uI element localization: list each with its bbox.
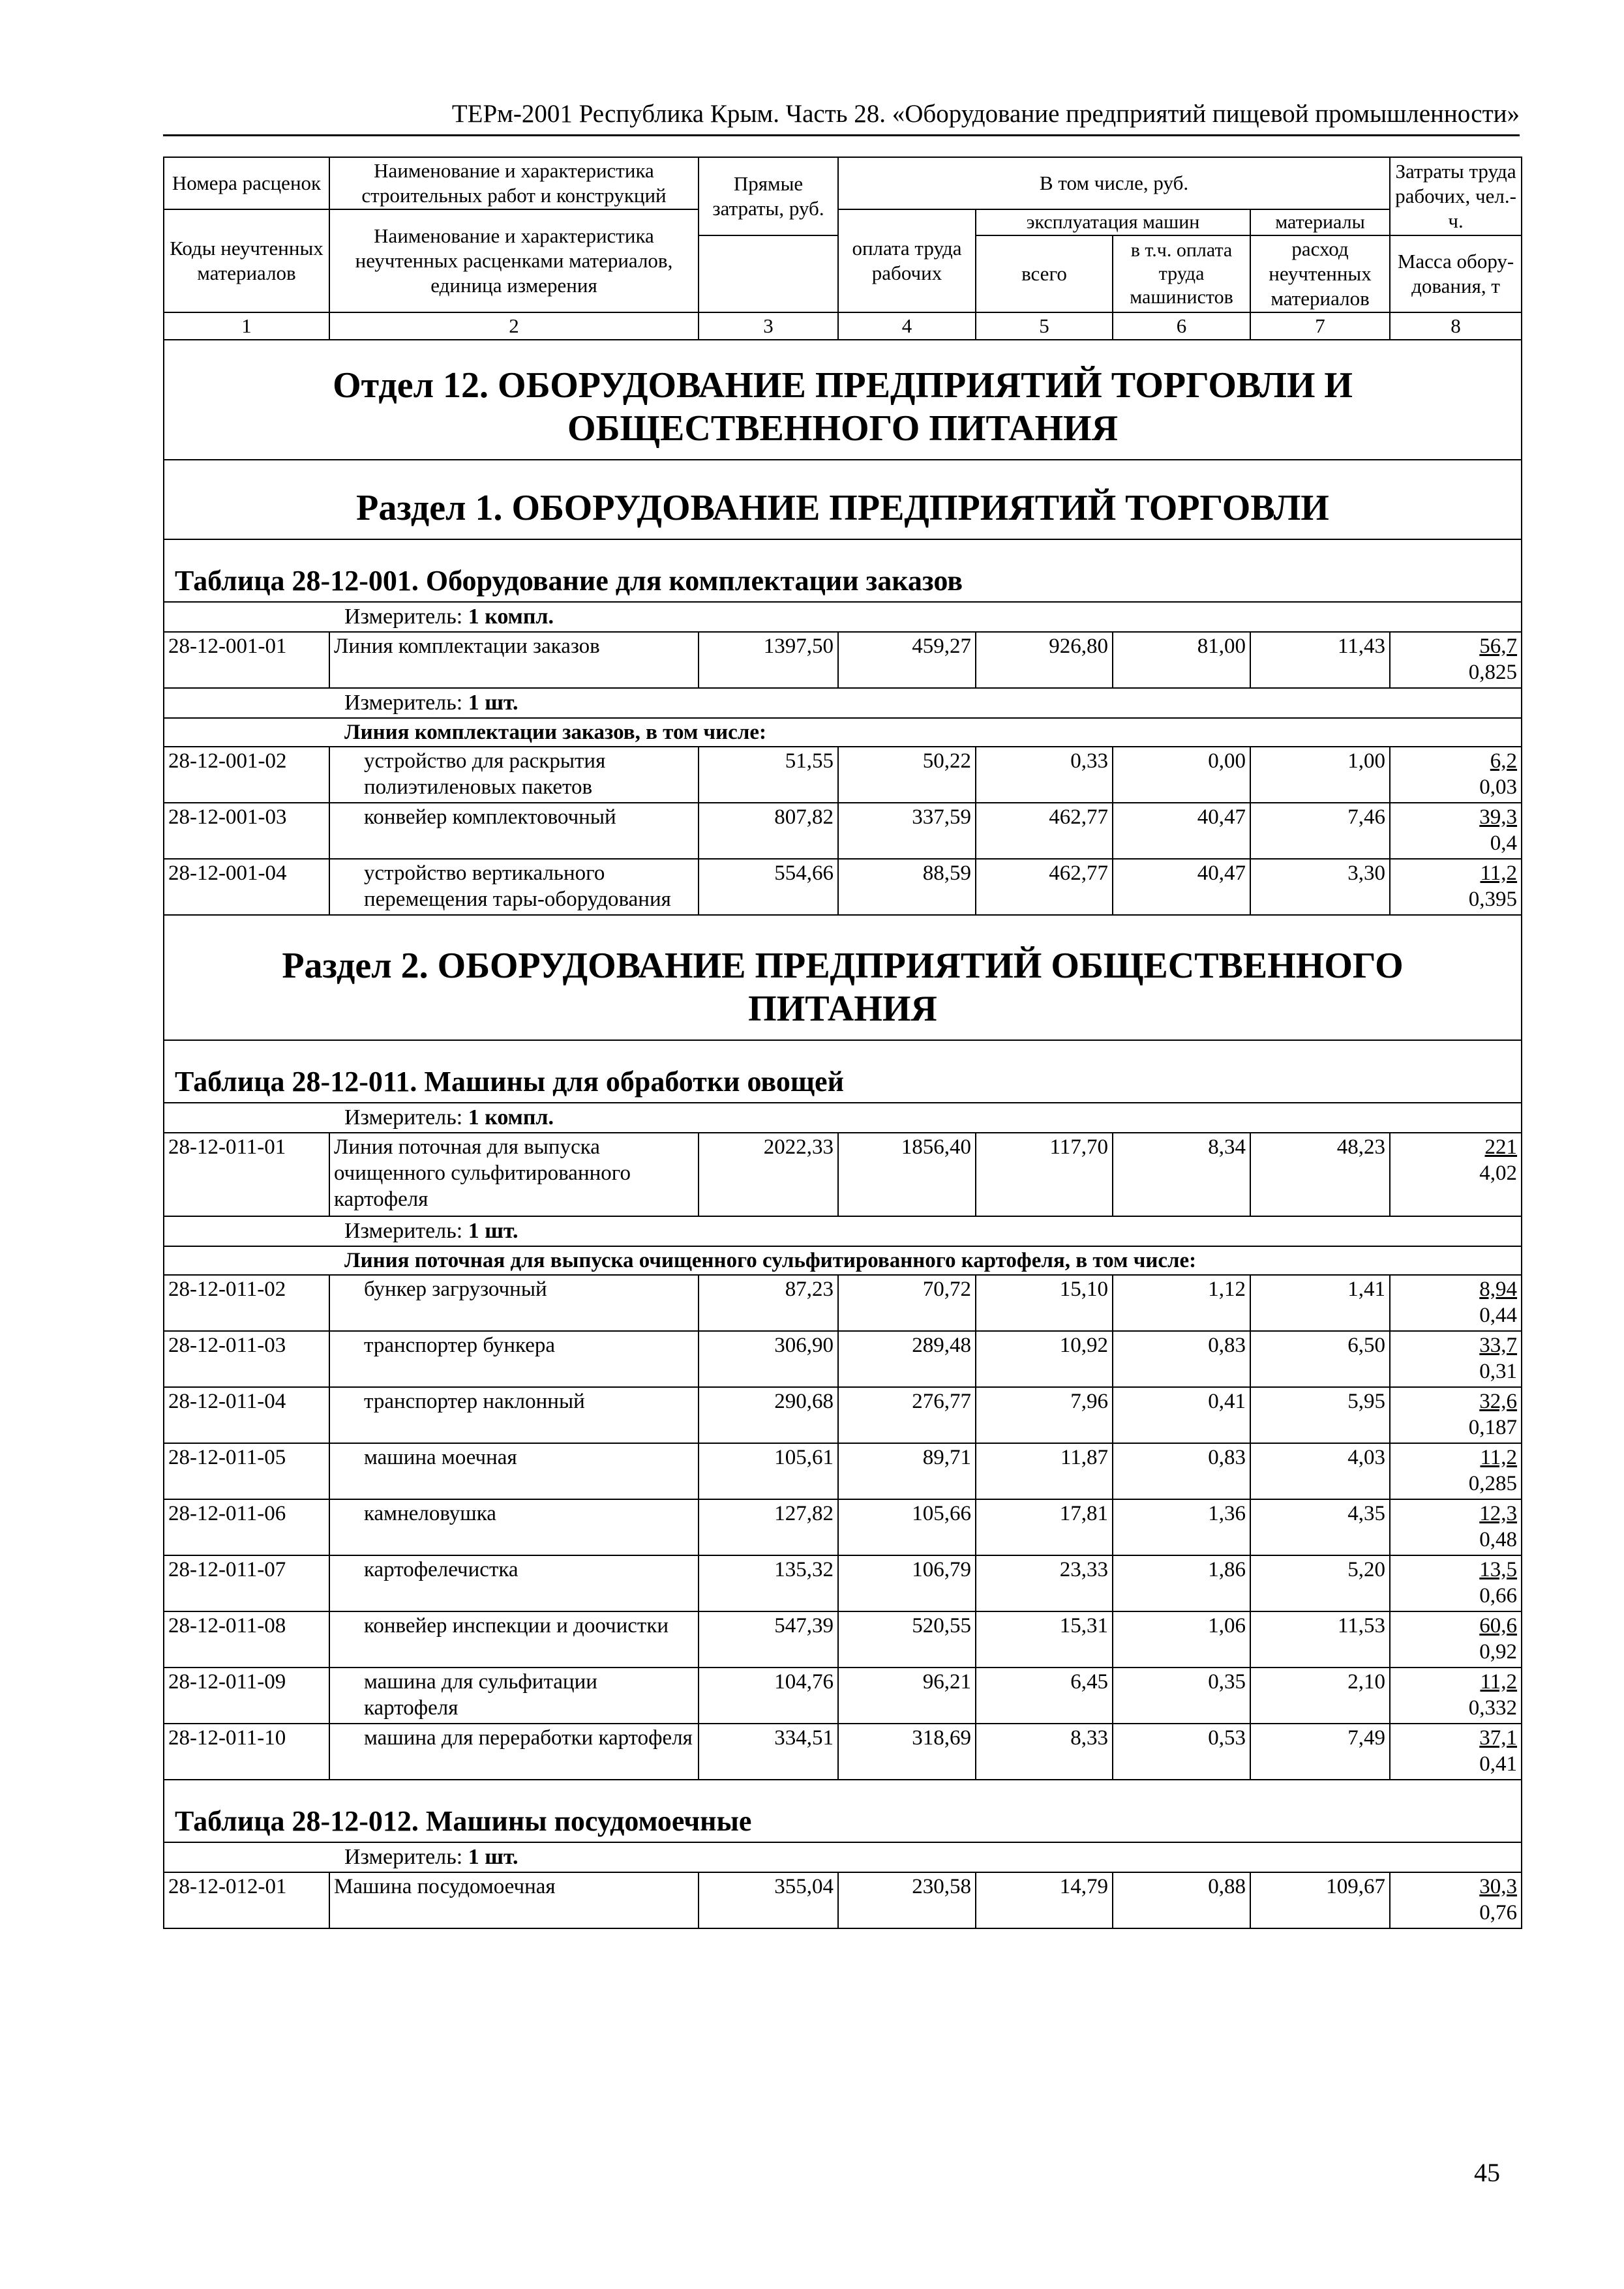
price-table: [163, 157, 1522, 1929]
direct-costs: 135,32: [699, 1555, 838, 1611]
equipment-mass: 0,92: [1479, 1640, 1518, 1664]
materials: 4,03: [1250, 1443, 1390, 1499]
rate-code: 28-12-001-02: [164, 747, 329, 803]
header-labor-hours: Затраты труда рабочих, чел.-ч.: [1390, 157, 1522, 235]
work-name: камнеловушка: [329, 1499, 699, 1555]
operators-pay: 81,00: [1113, 632, 1250, 688]
materials: 6,50: [1250, 1331, 1390, 1387]
operators-pay: 1,06: [1113, 1611, 1250, 1668]
work-name: машина моечная: [329, 1443, 699, 1499]
rate-code: 28-12-001-03: [164, 803, 329, 859]
labor-hours: 6,2: [1490, 749, 1518, 773]
machines-total: 15,10: [976, 1275, 1113, 1331]
machines-total: 17,81: [976, 1499, 1113, 1555]
table-row: [164, 803, 1522, 859]
operators-pay: 40,47: [1113, 859, 1250, 915]
machines-total: 8,33: [976, 1724, 1113, 1780]
operators-pay: 1,12: [1113, 1275, 1250, 1331]
header-machines-group: эксплуатация машин: [976, 209, 1250, 235]
equipment-mass: 0,4: [1490, 831, 1518, 855]
page-number: 45: [1474, 2158, 1500, 2187]
rate-code: 28-12-011-10: [164, 1724, 329, 1780]
table-row: [164, 1133, 1522, 1216]
labor-hours: 8,94: [1479, 1278, 1518, 1301]
labor-hours-and-mass: [1390, 859, 1522, 915]
header-equipment-mass: Масса обору-дования, т: [1390, 235, 1522, 312]
materials: 48,23: [1250, 1133, 1390, 1216]
operators-pay: 0,35: [1113, 1668, 1250, 1724]
table-row: [164, 859, 1522, 915]
operators-pay: 1,36: [1113, 1499, 1250, 1555]
direct-costs: 2022,33: [699, 1133, 838, 1216]
equipment-mass: 0,825: [1468, 661, 1518, 684]
header-materials-group: материалы: [1250, 209, 1390, 235]
rate-code: 28-12-011-08: [164, 1611, 329, 1668]
labor-hours: 37,1: [1479, 1726, 1518, 1750]
materials: 11,43: [1250, 632, 1390, 688]
equipment-mass: 0,31: [1479, 1360, 1518, 1383]
direct-costs: 554,66: [699, 859, 838, 915]
labor-pay: 105,66: [838, 1499, 976, 1555]
table-row: [164, 1275, 1522, 1331]
rate-code: 28-12-011-06: [164, 1499, 329, 1555]
group-subheading: Линия комплектации заказов, в том числе:: [164, 718, 1522, 747]
labor-pay: 459,27: [838, 632, 976, 688]
section-1-title: Раздел 1. ОБОРУДОВАНИЕ ПРЕДПРИЯТИЙ ТОРГОВЛИ: [164, 460, 1522, 539]
measure-unit: Измеритель: 1 шт.: [164, 688, 1522, 718]
table-28-12-012-title: Таблица 28-12-012. Машины посудомоечные: [164, 1780, 1522, 1842]
equipment-mass: 0,03: [1479, 775, 1518, 799]
section-2-title: Раздел 2. ОБОРУДОВАНИЕ ПРЕДПРИЯТИЙ ОБЩЕСТВЕННОГО ПИТАНИЯ: [164, 915, 1522, 1040]
labor-hours-and-mass: [1390, 1499, 1522, 1555]
materials: 109,67: [1250, 1872, 1390, 1928]
machines-total: 926,80: [976, 632, 1113, 688]
measure-unit: Измеритель: 1 шт.: [164, 1216, 1522, 1246]
labor-hours-and-mass: [1390, 632, 1522, 688]
labor-hours: 39,3: [1479, 805, 1518, 829]
running-header: ТЕРм-2001 Республика Крым. Часть 28. «Оборудование предприятий пищевой промышленности»: [163, 98, 1520, 136]
labor-hours: 60,6: [1479, 1614, 1518, 1638]
work-name: транспортер бункера: [329, 1331, 699, 1387]
measure-unit: Измеритель: 1 компл.: [164, 1103, 1522, 1133]
group-subheading: Линия поточная для выпуска очищенного сульфитированного картофеля, в том числе:: [164, 1246, 1522, 1275]
materials: 7,46: [1250, 803, 1390, 859]
work-name: машина для сульфитации картофеля: [329, 1668, 699, 1724]
rate-code: 28-12-011-07: [164, 1555, 329, 1611]
labor-pay: 230,58: [838, 1872, 976, 1928]
operators-pay: 0,41: [1113, 1387, 1250, 1443]
labor-pay: 289,48: [838, 1331, 976, 1387]
table-row: [164, 1611, 1522, 1668]
work-name: машина для переработки картофеля: [329, 1724, 699, 1780]
labor-pay: 520,55: [838, 1611, 976, 1668]
labor-hours: 32,6: [1479, 1390, 1518, 1413]
labor-hours-and-mass: [1390, 1611, 1522, 1668]
work-name: Линия комплектации заказов: [329, 632, 699, 688]
machines-total: 23,33: [976, 1555, 1113, 1611]
table-row: [164, 1872, 1522, 1928]
table-row: [164, 1724, 1522, 1780]
labor-pay: 88,59: [838, 859, 976, 915]
machines-total: 462,77: [976, 803, 1113, 859]
labor-hours-and-mass: [1390, 1275, 1522, 1331]
rate-code: 28-12-001-01: [164, 632, 329, 688]
work-name: устройство вертикального перемещения тары-оборудования: [329, 859, 699, 915]
direct-costs: 87,23: [699, 1275, 838, 1331]
header-col1-top: Номера расценок: [164, 157, 329, 209]
labor-hours: 30,3: [1479, 1875, 1518, 1898]
materials: 1,00: [1250, 747, 1390, 803]
materials: 4,35: [1250, 1499, 1390, 1555]
equipment-mass: 0,48: [1479, 1528, 1518, 1551]
header-col2-top: Наименование и характеристика строительных работ и конструкций: [329, 157, 699, 209]
direct-costs: 290,68: [699, 1387, 838, 1443]
header-including: В том числе, руб.: [838, 157, 1390, 209]
rate-code: 28-12-011-04: [164, 1387, 329, 1443]
labor-pay: 106,79: [838, 1555, 976, 1611]
labor-pay: 96,21: [838, 1668, 976, 1724]
materials: 2,10: [1250, 1668, 1390, 1724]
header-materials-consumption: расход неучтенных материалов: [1250, 235, 1390, 312]
table-row: [164, 632, 1522, 688]
materials: 5,95: [1250, 1387, 1390, 1443]
labor-pay: 1856,40: [838, 1133, 976, 1216]
machines-total: 462,77: [976, 859, 1113, 915]
labor-hours: 11,2: [1480, 1446, 1518, 1469]
table-row: [164, 1668, 1522, 1724]
labor-hours-and-mass: [1390, 1443, 1522, 1499]
col-number: 4: [838, 312, 976, 340]
materials: 11,53: [1250, 1611, 1390, 1668]
labor-hours: 33,7: [1479, 1334, 1518, 1357]
operators-pay: 8,34: [1113, 1133, 1250, 1216]
operators-pay: 0,83: [1113, 1331, 1250, 1387]
equipment-mass: 0,285: [1468, 1472, 1518, 1495]
work-name: Машина посудомоечная: [329, 1872, 699, 1928]
labor-hours: 11,2: [1480, 861, 1518, 885]
rate-code: 28-12-001-04: [164, 859, 329, 915]
table-row: [164, 1555, 1522, 1611]
col-number: 6: [1113, 312, 1250, 340]
table-row: [164, 747, 1522, 803]
table-28-12-001-title: Таблица 28-12-001. Оборудование для комплектации заказов: [164, 539, 1522, 602]
direct-costs: 104,76: [699, 1668, 838, 1724]
col-number: 5: [976, 312, 1113, 340]
table-row: [164, 1443, 1522, 1499]
table-28-12-011-title: Таблица 28-12-011. Машины для обработки овощей: [164, 1040, 1522, 1103]
machines-total: 117,70: [976, 1133, 1113, 1216]
direct-costs: 105,61: [699, 1443, 838, 1499]
labor-hours: 56,7: [1479, 635, 1518, 658]
equipment-mass: 0,66: [1479, 1584, 1518, 1608]
labor-hours-and-mass: [1390, 803, 1522, 859]
equipment-mass: 0,44: [1479, 1304, 1518, 1327]
labor-pay: 276,77: [838, 1387, 976, 1443]
direct-costs: 334,51: [699, 1724, 838, 1780]
labor-hours-and-mass: [1390, 1724, 1522, 1780]
machines-total: 11,87: [976, 1443, 1113, 1499]
labor-hours: 221: [1484, 1135, 1518, 1159]
header-direct-costs: Прямые затраты, руб.: [699, 157, 838, 235]
equipment-mass: 0,332: [1468, 1696, 1518, 1720]
direct-costs: 127,82: [699, 1499, 838, 1555]
header-machines-total: всего: [976, 235, 1113, 312]
operators-pay: 0,53: [1113, 1724, 1250, 1780]
work-name: Линия поточная для выпуска очищенного сульфитированного картофеля: [329, 1133, 699, 1216]
work-name: устройство для раскрытия полиэтиленовых пакетов: [329, 747, 699, 803]
operators-pay: 40,47: [1113, 803, 1250, 859]
measure-unit: Измеритель: 1 компл.: [164, 602, 1522, 632]
work-name: транспортер наклонный: [329, 1387, 699, 1443]
machines-total: 0,33: [976, 747, 1113, 803]
table-row: [164, 1331, 1522, 1387]
machines-total: 14,79: [976, 1872, 1113, 1928]
materials: 7,49: [1250, 1724, 1390, 1780]
direct-costs: 355,04: [699, 1872, 838, 1928]
equipment-mass: 0,41: [1479, 1752, 1518, 1776]
labor-hours: 12,3: [1479, 1502, 1518, 1525]
work-name: конвейер комплектовочный: [329, 803, 699, 859]
col-number: 7: [1250, 312, 1390, 340]
labor-hours-and-mass: [1390, 1668, 1522, 1724]
labor-hours-and-mass: [1390, 747, 1522, 803]
equipment-mass: 0,395: [1468, 888, 1518, 911]
header-numbers-row: [164, 312, 1522, 340]
measure-unit: Измеритель: 1 шт.: [164, 1842, 1522, 1872]
machines-total: 10,92: [976, 1331, 1113, 1387]
materials: 3,30: [1250, 859, 1390, 915]
labor-hours-and-mass: [1390, 1331, 1522, 1387]
work-name: конвейер инспекции и доочистки: [329, 1611, 699, 1668]
materials: 1,41: [1250, 1275, 1390, 1331]
work-name: картофелечистка: [329, 1555, 699, 1611]
operators-pay: 0,88: [1113, 1872, 1250, 1928]
rate-code: 28-12-011-03: [164, 1331, 329, 1387]
materials: 5,20: [1250, 1555, 1390, 1611]
equipment-mass: 0,76: [1479, 1901, 1518, 1924]
labor-hours-and-mass: [1390, 1872, 1522, 1928]
header-col2-bottom: Наименование и характеристика неучтенных расценками материалов, единица измерения: [329, 209, 699, 312]
col-number: 3: [699, 312, 838, 340]
equipment-mass: 0,187: [1468, 1416, 1518, 1439]
direct-costs: 1397,50: [699, 632, 838, 688]
work-name: бункер загрузочный: [329, 1275, 699, 1331]
col-number: 2: [329, 312, 699, 340]
labor-pay: 89,71: [838, 1443, 976, 1499]
rate-code: 28-12-012-01: [164, 1872, 329, 1928]
direct-costs: 306,90: [699, 1331, 838, 1387]
labor-hours-and-mass: [1390, 1387, 1522, 1443]
table-row: [164, 1387, 1522, 1443]
header-labor-pay: оплата труда рабочих: [838, 209, 976, 312]
equipment-mass: 4,02: [1479, 1161, 1518, 1185]
rate-code: 28-12-011-09: [164, 1668, 329, 1724]
labor-pay: 50,22: [838, 747, 976, 803]
table-row: [164, 1499, 1522, 1555]
machines-total: 15,31: [976, 1611, 1113, 1668]
header-col1-bottom: Коды неучтенных материалов: [164, 209, 329, 312]
rate-code: 28-12-011-05: [164, 1443, 329, 1499]
labor-pay: 337,59: [838, 803, 976, 859]
labor-pay: 70,72: [838, 1275, 976, 1331]
labor-hours: 13,5: [1479, 1558, 1518, 1581]
direct-costs: 51,55: [699, 747, 838, 803]
labor-hours-and-mass: [1390, 1133, 1522, 1216]
operators-pay: 1,86: [1113, 1555, 1250, 1611]
machines-total: 6,45: [976, 1668, 1113, 1724]
header-operators-pay: в т.ч. оплата труда машинистов: [1113, 235, 1250, 312]
col-number: 8: [1390, 312, 1522, 340]
labor-hours-and-mass: [1390, 1555, 1522, 1611]
labor-pay: 318,69: [838, 1724, 976, 1780]
operators-pay: 0,83: [1113, 1443, 1250, 1499]
direct-costs: 547,39: [699, 1611, 838, 1668]
labor-hours: 11,2: [1480, 1670, 1518, 1694]
department-title: Отдел 12. ОБОРУДОВАНИЕ ПРЕДПРИЯТИЙ ТОРГОВЛИ И ОБЩЕСТВЕННОГО ПИТАНИЯ: [164, 340, 1522, 460]
operators-pay: 0,00: [1113, 747, 1250, 803]
machines-total: 7,96: [976, 1387, 1113, 1443]
rate-code: 28-12-011-01: [164, 1133, 329, 1216]
rate-code: 28-12-011-02: [164, 1275, 329, 1331]
direct-costs: 807,82: [699, 803, 838, 859]
col-number: 1: [164, 312, 329, 340]
